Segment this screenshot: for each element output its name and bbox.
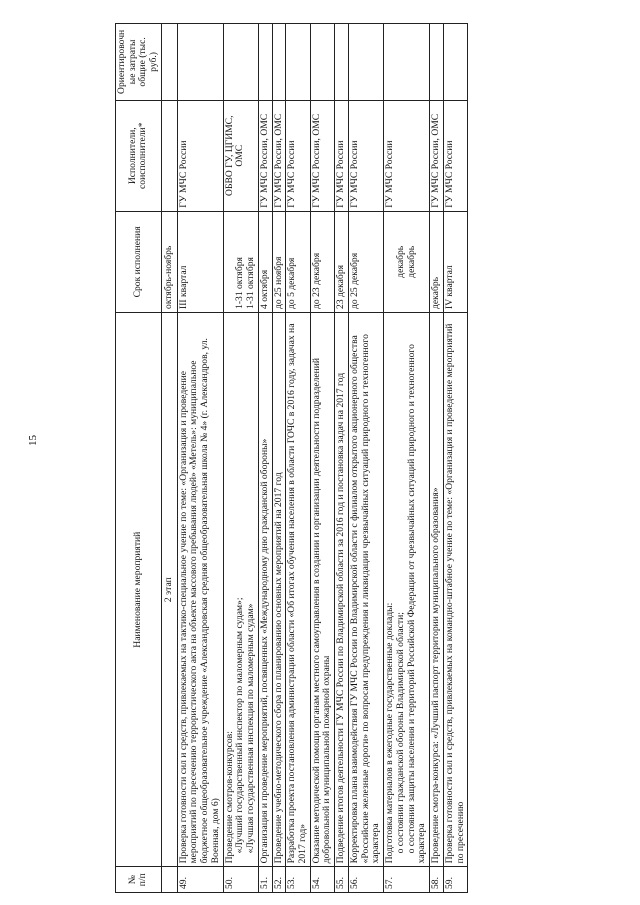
row-exec: ГУ МЧС России	[443, 100, 467, 211]
table-row	[443, 24, 467, 893]
row-term: 4 октября	[258, 211, 272, 312]
header-name: Наименование мероприятий	[116, 312, 162, 866]
stage-label: 2 этап	[161, 312, 177, 866]
row-term: до 25 ноября	[272, 211, 286, 312]
row-term	[384, 211, 430, 312]
row-term: IV квартал	[443, 211, 467, 312]
stage-term: октябрь-ноябрь	[161, 211, 177, 312]
row-num: 54.	[310, 867, 334, 893]
row-name	[223, 312, 258, 866]
row-num: 52.	[272, 867, 286, 893]
row-term: 23 декабря	[335, 211, 349, 312]
row-cost	[223, 24, 258, 101]
row-name: Подведение итогов деятельности ГУ МЧС России по Владимирской области за 2016 год и постановка задач на 2017 год	[335, 312, 349, 866]
row-cost	[177, 24, 223, 101]
row-name-main: Проведение смотров-конкурсов:	[223, 731, 235, 864]
header-num: № п/п	[116, 867, 162, 893]
row-exec: ГУ МЧС России	[286, 100, 310, 211]
row-exec: ГУ МЧС России, ОМС	[258, 100, 272, 211]
row-cost	[384, 24, 430, 101]
row-term: до 5 декабря	[286, 211, 310, 312]
header-term: Срок исполнения	[116, 211, 162, 312]
row-num: 55.	[335, 867, 349, 893]
row-exec: ОБВО ГУ, ЦГИМС, ОМС	[223, 100, 258, 211]
row-cost	[443, 24, 467, 101]
row-name: Проведение учебно-методического сбора по планированию основных мероприятий на 2017 год	[272, 312, 286, 866]
table-row	[430, 24, 444, 893]
row-term-sub: декабрь	[405, 245, 417, 278]
stage-row	[161, 24, 177, 893]
activities-table	[115, 23, 468, 893]
table-row	[258, 24, 272, 893]
row-name-main: Подготовка материалов в ежегодные государственные доклады:	[384, 602, 396, 864]
row-num: 56.	[348, 867, 383, 893]
table-header-row	[116, 24, 162, 893]
row-cost	[310, 24, 334, 101]
row-name-sub: «Лучшая государственная инспекция по маломерным судам»	[245, 603, 257, 854]
row-name-sub: о состоянии гражданской обороны Владимирской области;	[394, 612, 406, 854]
table-row	[286, 24, 310, 893]
row-term: декабрь	[430, 211, 444, 312]
table-row	[335, 24, 349, 893]
row-exec: ГУ МЧС России	[177, 100, 223, 211]
row-num: 58.	[430, 867, 444, 893]
row-term	[223, 211, 258, 312]
row-cost	[335, 24, 349, 101]
table-row	[272, 24, 286, 893]
row-name: Проверка готовности сил и средств, привлекаемых на тактико-специальное учение по теме: «Организация и проведение мероприятий по пресечению террористического акта на объекте массового пребывания людей» «Метель»: муниципальное бюджетное общеобразовательное учреждение «Александровская средняя общеобразовательная школа № 4» (г. Александров, ул. Военная, дом 6)	[177, 312, 223, 866]
row-num: 51.	[258, 867, 272, 893]
row-num: 50.	[223, 867, 258, 893]
row-exec: ГУ МЧС России	[348, 100, 383, 211]
row-exec: ГУ МЧС России, ОМС	[310, 100, 334, 211]
row-name: Оказание методической помощи органам местного самоуправления в создании и организации деятельности подразделений добровольной и муниципальной пожарной охраны	[310, 312, 334, 866]
row-exec: ГУ МЧС России	[335, 100, 349, 211]
row-num: 57.	[384, 867, 430, 893]
table-row	[348, 24, 383, 893]
header-cost: Ориентировочные затраты общие (тыс. руб.)	[116, 24, 162, 101]
row-term-sub: 1-31 октября	[245, 257, 257, 309]
header-exec: Исполнители, соисполнители*	[116, 100, 162, 211]
rotated-table-container	[115, 23, 623, 893]
row-cost	[258, 24, 272, 101]
table-row	[223, 24, 258, 893]
row-name: Корректировка плана взаимодействия ГУ МЧС России по Владимирской области с филиалом открытого акционерного общества «Российские железные дороги» по вопросам предупреждения и ликвидации чрезвычайных ситуаций природного и техногенного характера	[348, 312, 383, 866]
row-name: Проведение смотра-конкурса: «Лучший паспорт территории муниципального образования»	[430, 312, 444, 866]
row-num: 49.	[177, 867, 223, 893]
row-term-sub: 1-31 октября	[234, 257, 246, 309]
row-name-sub: о состоянии защиты населения и территорий Российской Федерации от чрезвычайных ситуаций природного и техногенного характера	[405, 344, 428, 864]
row-exec: ГУ МЧС России	[384, 100, 430, 211]
row-term: до 25 декабря	[348, 211, 383, 312]
table-row	[310, 24, 334, 893]
table-row	[384, 24, 430, 893]
row-num: 53.	[286, 867, 310, 893]
row-num: 59.	[443, 867, 467, 893]
row-exec: ГУ МЧС России, ОМС	[430, 100, 444, 211]
row-exec: ГУ МЧС России, ОМС	[272, 100, 286, 211]
row-cost	[348, 24, 383, 101]
row-term-sub: декабрь	[394, 245, 406, 278]
row-name: Организация и проведение мероприятий, посвященных «Международному дню гражданской обороны»	[258, 312, 272, 866]
row-cost	[286, 24, 310, 101]
row-term: III квартал	[177, 211, 223, 312]
row-name: Разработка проекта постановления администрации области «Об итогах обучения населения в области ГОЧС в 2016 году, задачах на 2017 год»	[286, 312, 310, 866]
page-number: 15	[27, 435, 39, 446]
row-name	[384, 312, 430, 866]
row-cost	[272, 24, 286, 101]
row-name: Проверка готовности сил и средств, привлекаемых на командно-штабное учение по теме: «Организация и проведение мероприятий по пресечению	[443, 312, 467, 866]
row-name-sub: «Лучший государственный инспектор по маломерным судам»;	[234, 597, 246, 854]
table-row	[177, 24, 223, 893]
row-cost	[430, 24, 444, 101]
row-term: до 23 декабря	[310, 211, 334, 312]
